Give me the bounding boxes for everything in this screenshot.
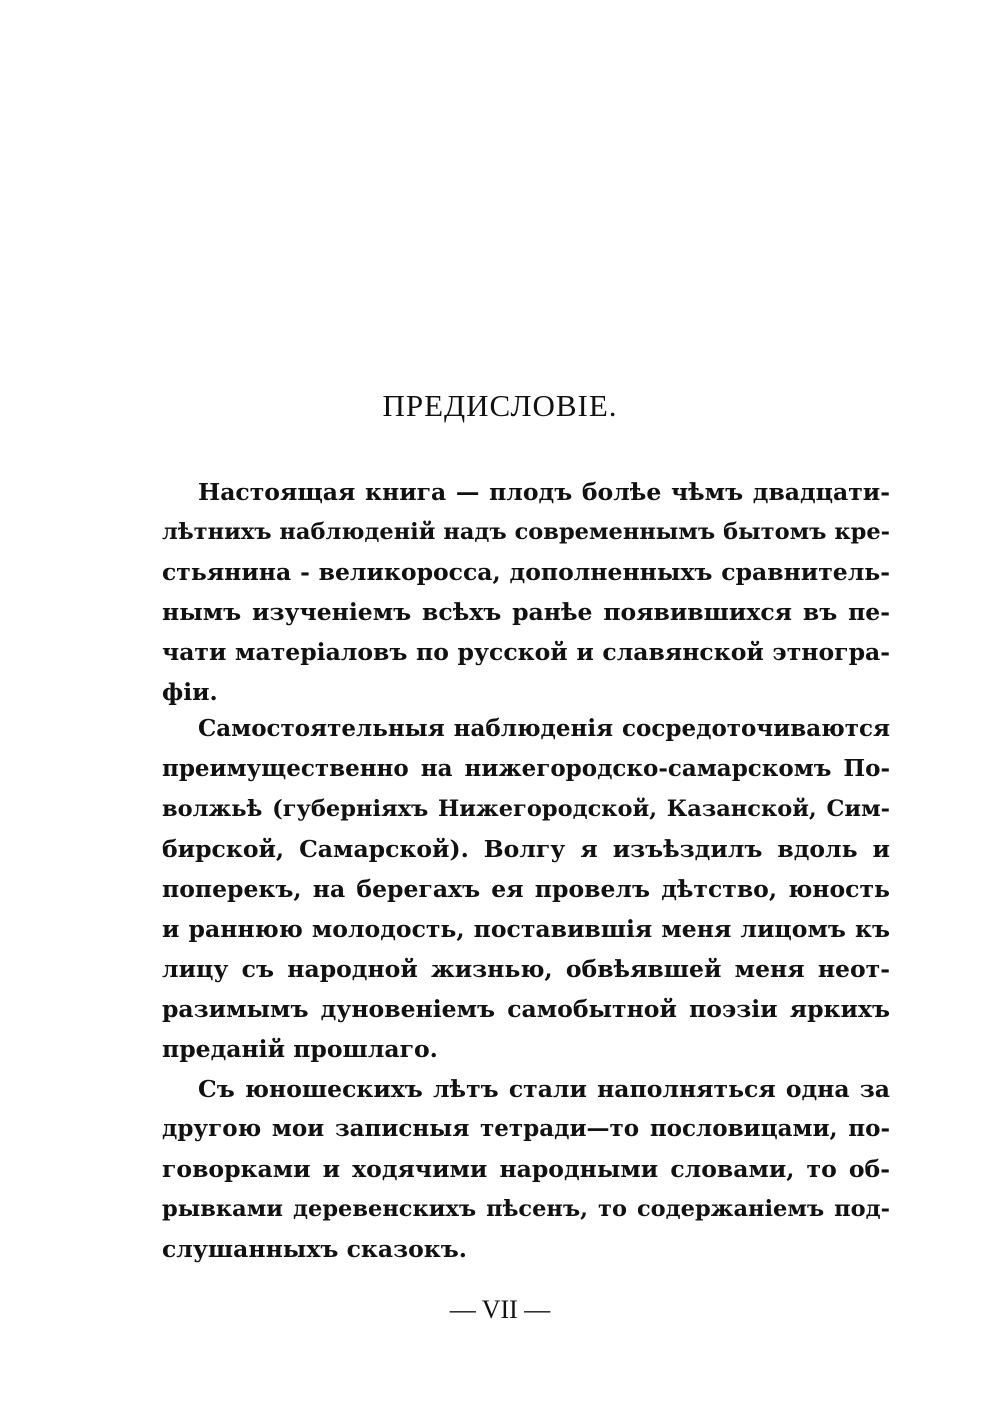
text-line: нымъ изученіемъ всѣхъ ранѣе появившихся въ пе- [162,598,890,626]
text-line: говорками и ходячими народными словами, то об- [162,1155,890,1183]
text-line: Самостоятельныя наблюденія сосредоточиваются [198,715,890,742]
text-line: поперекъ, на берегахъ ея провелъ дѣтство, юность [162,875,890,903]
paragraph-3 [162,1069,890,1269]
text-line: преданій прошлаго. [162,1035,438,1063]
text-line: лѣтнихъ наблюденій надъ современнымъ бытомъ кре- [162,519,890,545]
text-line: фіи. [162,678,218,706]
paragraph-1 [162,472,890,712]
page-number: — VII — [449,1295,551,1324]
paragraph-2 [162,709,890,1069]
text-line: бирской, Самарской). Волгу я изъѣздилъ вдоль и [162,835,890,863]
text-line: слушанныхъ сказокъ. [162,1235,467,1263]
text-line: лицу съ народной жизнью, обвѣявшей меня неот- [162,955,890,983]
text-line: стьянина - великоросса, дополненныхъ сравнитель- [162,558,890,586]
text-line: другою мои записныя тетради—то пословицами, по- [162,1115,890,1142]
text-line: волжьѣ (губерніяхъ Нижегородской, Казанской, Сим- [162,796,890,822]
text-line: разимымъ дуновеніемъ самобытной поэзіи яркихъ [162,995,890,1023]
text-line: преимущественно на нижегородско-самарскомъ По- [162,755,890,782]
text-line: чати матеріаловъ по русской и славянской этногра- [162,638,890,666]
text-line: Съ юношескихъ лѣтъ стали наполняться одна за [198,1075,890,1103]
page-title: ПРЕДИСЛОВІЕ. [382,388,618,423]
text-line: Настоящая книга — плодъ болѣе чѣмъ двадцати- [198,478,890,506]
text-line: рывками деревенскихъ пѣсенъ, то содержаніемъ под- [162,1196,890,1222]
text-line: и раннюю молодость, поставившія меня лицомъ къ [162,915,890,943]
